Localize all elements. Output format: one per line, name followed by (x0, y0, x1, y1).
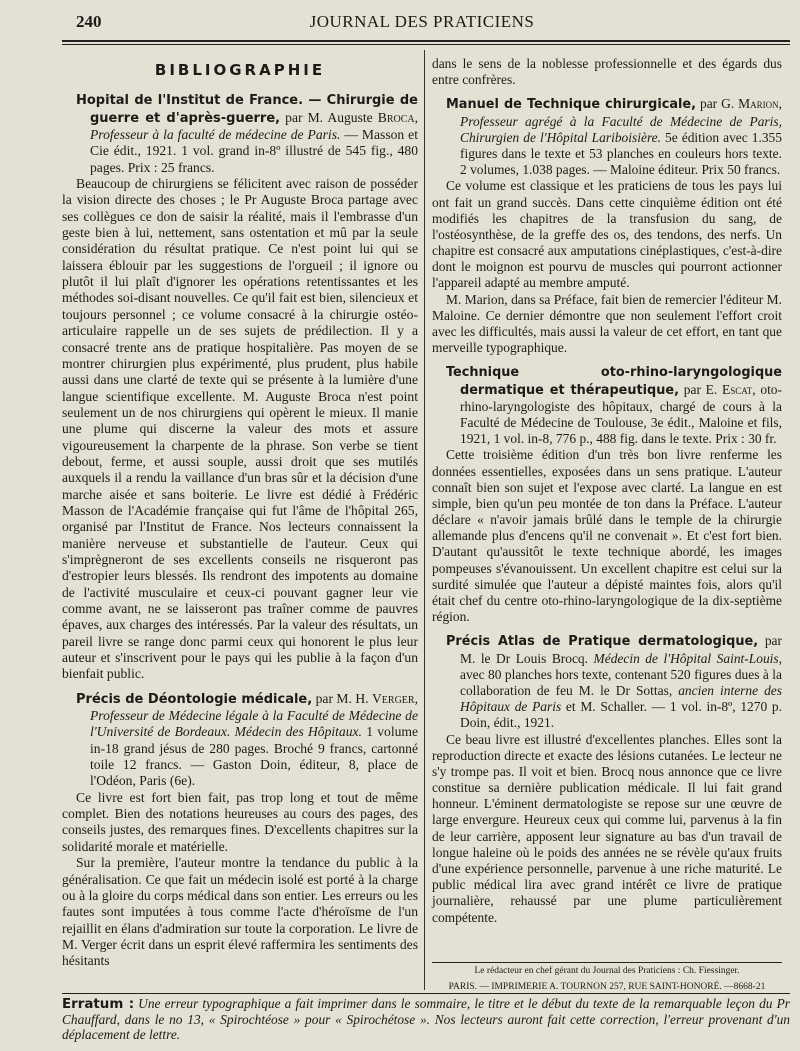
review-paragraph: Ce beau livre est illustré d'excellentes planches. Elles sont la reproduction directe et exacte des lésions cutanées. Le lecteur ne s'y trompe pas. Il voit et bien. Brocq nous annonce que ce livre constitue sa dernière publication médicale. Il lui fait grand honneur. L'éminent dermatologiste se repose sur une œuvre de large envergure. Heureux ceux qui comme lui, parvenus à la fin de leur carrière, apposent leur signature au bas d'un travail de longue haleine où le poids des années ne se révèle qu'aux fruits d'une expérience personnelle, parvenue à une riche maturité. Le public médical lira avec grand intérêt ce livre de pratique journalière, rehaussé par une plume particulièrement compétente. (432, 731, 782, 925)
printer-line: PARIS. — IMPRIMERIE A. TOURNON 257, RUE SAINT-HONORÉ. —8668-21 (448, 982, 766, 992)
author-affiliation: Professeur de Médecine légale à la Faculté de Médecine de l'Université de Bordeaux. Médecin des Hôpitaux. (90, 708, 418, 740)
review-paragraph: M. Marion, dans sa Préface, fait bien de remercier l'éditeur M. Maloine. Ce dernier démontre que non seulement l'effort croit avec les difficultés, mais aussi la valeur de cet effort, en tant que merveille typographique. (432, 291, 782, 356)
column-divider (424, 50, 425, 990)
author-affiliation: Médecin de l'Hôpital Saint-Louis, (593, 650, 782, 666)
review-paragraph: Cette troisième édition d'un très bon livre renferme les données essentielles, exposées dans un sens pratique. L'auteur connaît bien son sujet et l'expose avec clarté. La langue en est simple, bien qu'un peu montée de ton dans la Préface. L'auteur déclare « n'avoir jamais brûlé dans le temple de la chirurgie allemande plus d'encens qu'il ne convenait ». Et c'est fort bien. D'autant qu'aussitôt le texte technique abordé, les images pompeuses s'évanouissent. Un excellent chapitre est celui sur la surdité simulée que l'auteur a dépisté maintes fois, alors qu'il était chef du centre oto-rhino-laryngologique de la dix-septième région. (432, 447, 782, 625)
author-affiliation: Professeur agrégé à la Faculté de Médecine de Paris, Chirurgien de l'Hôpital Lariboisière. (460, 113, 782, 145)
publication-info-2: et M. Schaller. — 1 vol. in-8º, 1270 p. Doin, édit., 1921. (460, 699, 782, 731)
imprint-rule (432, 962, 782, 963)
header-rule (62, 40, 790, 42)
review-paragraph: Ce volume est classique et les praticiens de tous les pays lui ont fait un grand succès. Dans cette cinquième édition ont été modifiés les chapitres de la transfusion du sang, de l'ostéosynthèse, de la greffe des os, des tendons, des nerfs. Un chapitre est consacré aux amputations cinéplastiques, c'est-à-dire dont le moignon est pourvu de muscles qui pourront actionner l'appareil adapté au membre amputé. (432, 178, 782, 291)
running-head (62, 8, 782, 38)
section-title: BIBLIOGRAPHIE (154, 61, 326, 79)
review-paragraph: Beaucoup de chirurgiens se félicitent avec raison de posséder la vision directe des choses ; le Pr Auguste Broca partage avec ses collègues ce don de saisir la réalité, mais il l'embrasse d'un geste bien à lui, nettement, sans ostentation et mû par la seule considération du résultat pratique. Ce n'est point lui qui se laissera éblouir par les suggestions de l'orgueil ; il ignore ou plutôt il lui plaît d'ignorer les opérations retentissantes et les méthodes soi-disant nouvelles. Ce qu'il fait est bien, silencieux et toujours personnel ; ce volume consacré à la chirurgie ostéo-articulaire rappelle un de ses sujets de prédilection. Il y a consacré trente ans de pratique hospitalière. Pas moyen de se montrer chirurgien plus expérimenté, plus prudent, plus habile aussi dans une clarté de texte qui se présente à la lumière d'une langue scientifique excellente. M. Auguste Broca n'est point seulement un de nos chirurgiens qui opèrent le mieux. Il manie une plume qui discerne la valeur des mots et assure vigoureusement la charpente de la phrase. Son verbe se tient debout, ferme, et aussi souple, aussi droit que ses mutilés auxquels il a rendu la vaillance d'un bras sûr et la décision d'une marche aisée et sans boiterie. Le livre est dédié à Frédéric Masson de l'Académie française qui fut l'âme de l'hôpital 265, organisé par l'Institut de France. Nos lecteurs connaissent la manière nerveuse et substantielle de l'auteur. Ceux qui s'imprègneront de ses excellents conseils ne risqueront pas d'estropier leurs blessés. Ils rendront des impotents au domaine de l'activité musculaire et ceux-ci pouvant gagner leur vie comme avant, ne se laisseront pas traîner comme de pauvres épaves, aux charges des intéressés. Par la valeur des résultats, un pareil livre se range donc parmi ceux qui honorent le plus leur auteur et s'inscrivent pour le pays qui les publie à la façon d'un bienfait public. (62, 176, 418, 682)
erratum (62, 996, 790, 1042)
publication-info: 1 volume in-18 grand jésus de 280 pages. Broché 9 francs, cartonné toile 12 francs. — Gaston Doin, éditeur, 8, place de l'Odéon, Paris (6e). (90, 724, 419, 789)
by-text: par M. Auguste (280, 109, 378, 125)
erratum-text: Une erreur typographique a fait imprimer dans le sommaire, le titre et le début du texte de la remarquable leçon du Pr Chauffard, dans le no 13, « Spirochtéose » pour « Spirochétose ». Nos lecteurs auront fait cette correction, l'erreur provenant d'un déplacement de lettre. (62, 996, 790, 1042)
book-title: Manuel de Technique chirurgicale, (446, 97, 696, 113)
continued-text: dans le sens de la noblesse professionnelle et des égards dus entre confrères. (432, 56, 782, 88)
editor-line: Le rédacteur en chef gérant du Journal des Praticiens : Ch. Fiessinger. (474, 966, 740, 976)
author-affiliation: Professeur à la faculté de médecine de Paris. (90, 127, 341, 143)
separator: , (414, 690, 418, 706)
book-title: Technique oto-rhino-laryngologique dermatique et thérapeutique, (446, 365, 782, 398)
separator: , (414, 109, 419, 125)
publication-info: — Masson et Cie édit., 1921. 1 vol. grand in-8º illustré de 545 fig., 480 pages. Prix : 25 francs. (90, 127, 418, 175)
erratum-label: Erratum : (62, 997, 135, 1012)
review-paragraph: Sur la première, l'auteur montre la tendance du public à la généralisation. Ce que fait un médecin isolé est porté à la charge ou à la gloire du corps médical dans son entier. Les erreurs ou les fautes sont imputées à tous comme l'acte d'héroïsme de l'un rejaillit en élans d'admiration sur toute la corporation. Le livre de M. Verger écrit dans un esprit élevé raffermira les sentiments des hésitants (62, 855, 418, 969)
review-paragraph: Ce livre est fort bien fait, pas trop long et tout de même complet. Bien des notations heureuses au cours des pages, des conseils justes, des remarques fines. D'excellents chapitres sur la solidarité morale et matérielle. (62, 789, 418, 854)
review-heading (446, 96, 782, 178)
left-column (62, 56, 418, 978)
review-broca (62, 92, 418, 682)
header-rule-thin (62, 44, 790, 45)
publication-info: avec 80 planches hors texte, contenant 520 figures dues à la collaboration de feu M. le Dr Sottas, (460, 666, 782, 698)
author-name: Verger (371, 690, 415, 706)
review-verger (62, 691, 418, 970)
review-heading (446, 633, 782, 731)
review-brocq (432, 633, 782, 925)
imprint (432, 960, 782, 992)
review-escat (432, 364, 782, 625)
erratum-rule (62, 993, 790, 994)
by-text: par E. (679, 381, 723, 397)
collaborator-affiliation: ancien interne des Hôpitaux de Paris (460, 682, 782, 715)
journal-title: JOURNAL DES PRATICIENS (309, 12, 535, 31)
review-marion (432, 96, 782, 356)
author-name: Marion (738, 96, 779, 112)
author-name: Broca (377, 109, 415, 125)
book-title: Précis de Déontologie médicale, (76, 691, 313, 707)
review-heading (76, 691, 418, 790)
publication-info: , oto-rhino-laryngologiste des hôpitaux, chargé de cours à la Faculté de Médecine de Toulouse, 3e édit., Maloine et fils, 1921, 1 vol. in-8, 776 p., 488 fig. dans le texte. Prix : 30 fr. (460, 381, 782, 447)
by-text: par M. H. (312, 690, 372, 706)
by-text: par G. (696, 96, 739, 112)
book-title: Précis Atlas de Pratique dermatologique, (446, 634, 759, 650)
by-text: par M. le Dr Louis Brocq. (460, 633, 782, 666)
review-heading (446, 364, 782, 447)
author-name: Escat (722, 381, 753, 397)
book-title: Hopital de l'Institut de France. — Chirurgie de guerre et d'après-guerre, (76, 93, 418, 126)
page-number: 240 (76, 12, 102, 31)
right-column (432, 56, 782, 934)
publication-info: 5e édition avec 1.355 figures dans le texte et 53 planches en couleurs hors texte. 2 volumes, 1.038 pages. — Maloine éditeur. Prix 50 francs. (460, 129, 782, 178)
separator: , (778, 96, 782, 112)
review-heading (76, 92, 418, 176)
